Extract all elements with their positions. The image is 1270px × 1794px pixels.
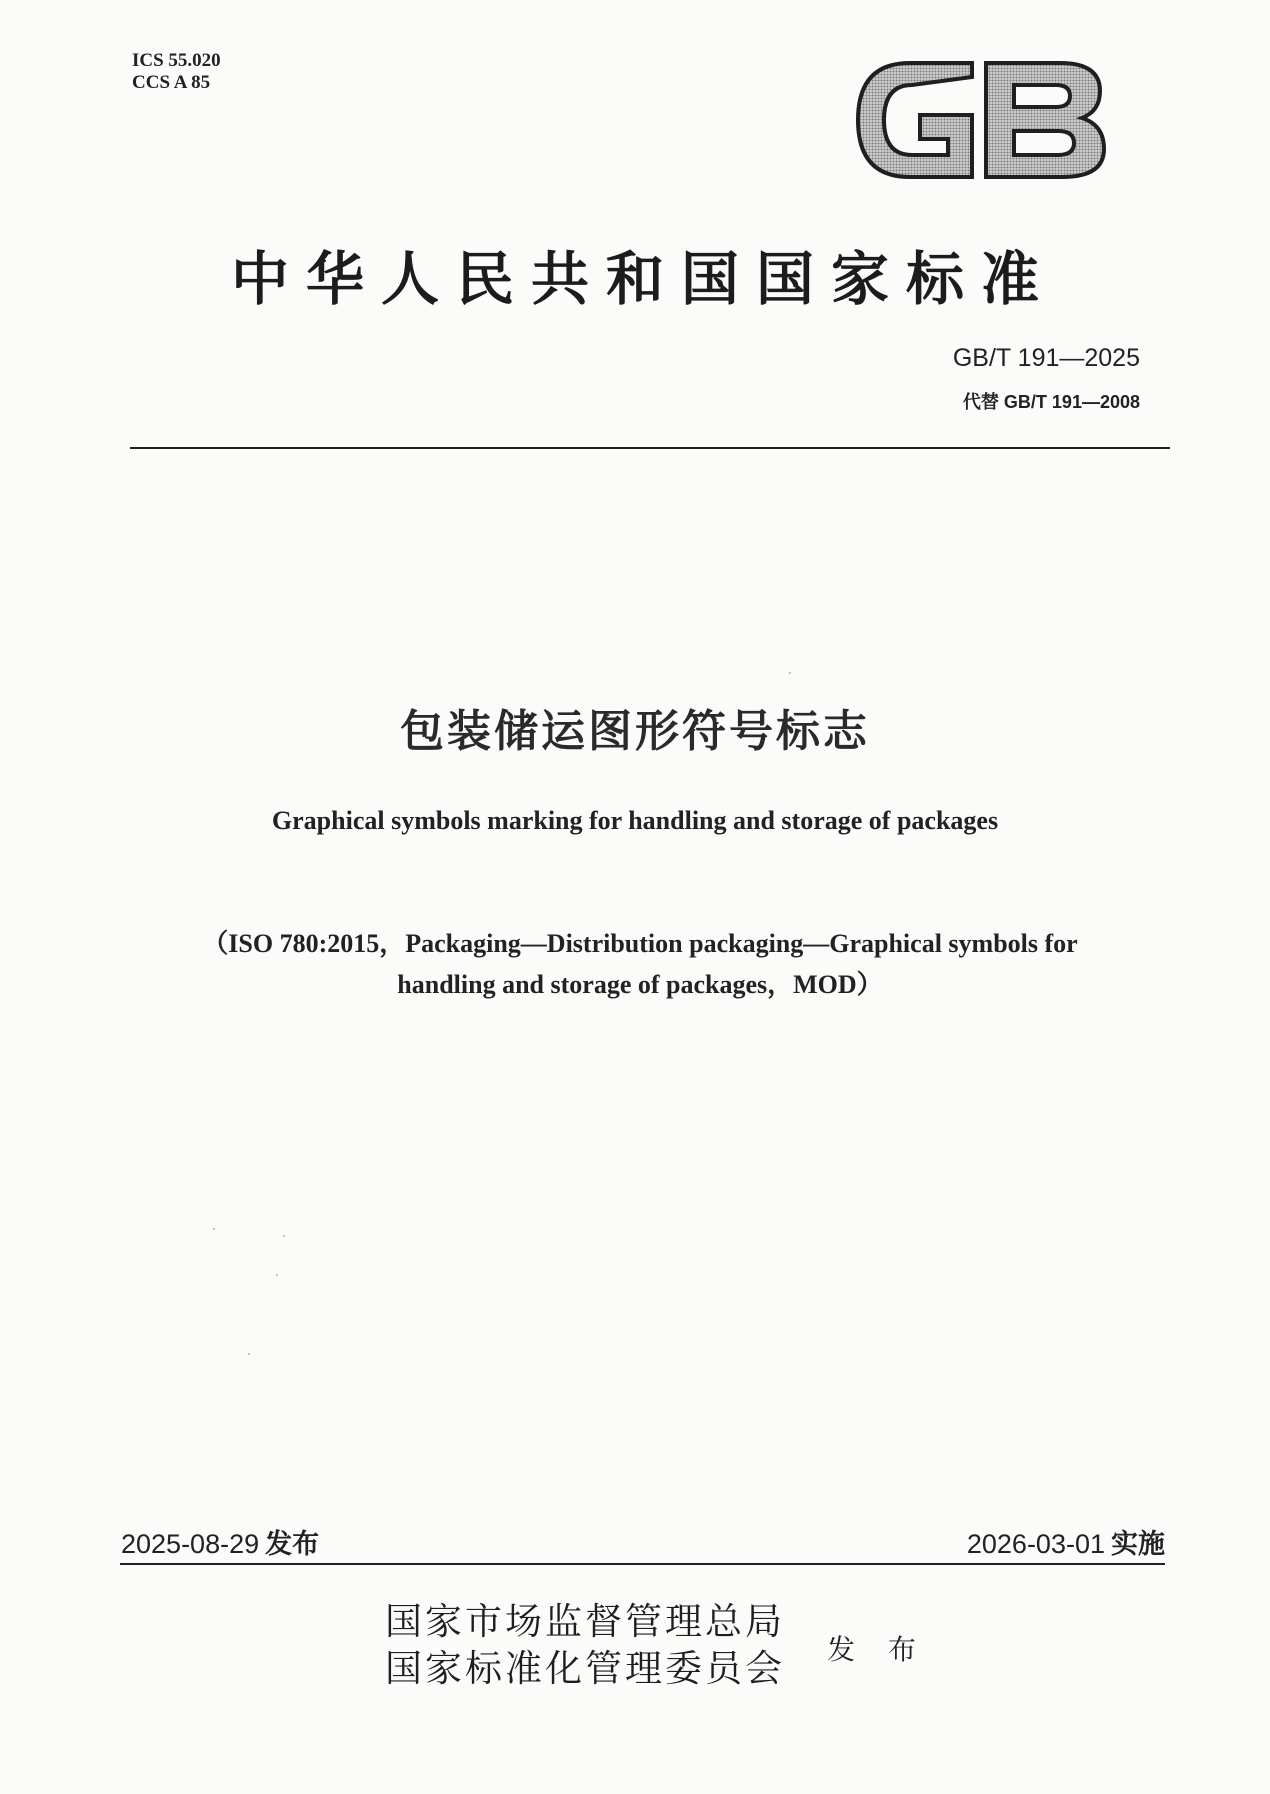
issuing-authorities: [385, 1598, 785, 1692]
issue-date-block: [121, 1522, 319, 1561]
adoption-line-1: （ISO 780:2015，Packaging—Distribution packaging—Graphical symbols for: [202, 929, 1078, 958]
classification-codes: [132, 50, 221, 94]
implementation-label: 实施: [1111, 1529, 1165, 1560]
standard-number: GB/T 191—2025: [952, 344, 1140, 372]
top-divider: [130, 447, 1170, 449]
title-english: Graphical symbols marking for handling and storage of packages: [271, 806, 999, 835]
issuer-sac: 国家标准化管理委员会: [385, 1647, 785, 1690]
national-standard-title: 中华人民共和国国家标准: [230, 245, 1056, 313]
adoption-line-2: handling and storage of packages，MOD）: [397, 970, 883, 999]
gb-logo-text: GB: [850, 55, 852, 56]
implementation-date-block: [967, 1522, 1165, 1561]
scan-speck: [213, 1228, 215, 1230]
ccs-code: CCS A 85: [132, 72, 211, 93]
bottom-divider: [120, 1563, 1165, 1565]
implementation-date: 2026-03-01: [966, 1529, 1105, 1559]
scan-speck: [789, 672, 791, 674]
gb-logo: [850, 55, 1110, 185]
ics-code: ICS 55.020: [132, 50, 221, 71]
issue-date: 2025-08-29: [121, 1529, 260, 1559]
replaces-standard: 代替 GB/T 191—2008: [962, 392, 1140, 412]
scan-speck: [248, 1353, 250, 1355]
scan-speck: [276, 1274, 278, 1276]
issue-label: 发布: [265, 1529, 320, 1560]
adoption-note: [140, 923, 1140, 1005]
scan-speck: [283, 1235, 285, 1237]
title-chinese: 包装储运图形符号标志: [400, 706, 870, 757]
issuer-samr: 国家市场监督管理总局: [385, 1600, 785, 1643]
publish-label: 发 布: [827, 1633, 928, 1666]
